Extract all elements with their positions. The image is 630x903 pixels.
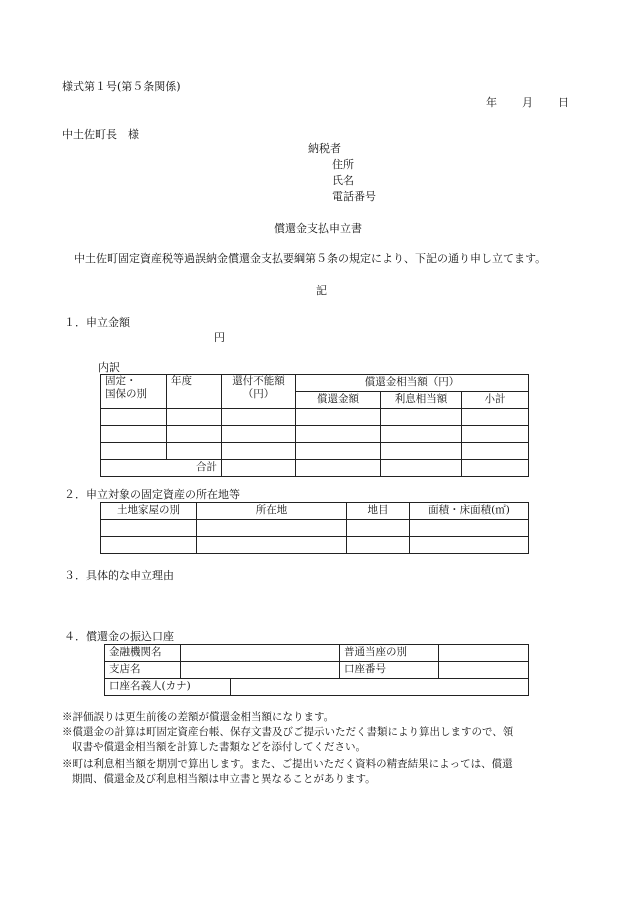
header-area: 面積・床面積(㎡) bbox=[410, 503, 529, 520]
branch-name-label: 支店名 bbox=[105, 662, 181, 679]
header-location: 所在地 bbox=[197, 503, 347, 520]
header-nendo: 年度 bbox=[167, 375, 222, 409]
header-kanpu: 還付不能額 （円） bbox=[222, 375, 296, 409]
bank-table bbox=[104, 644, 529, 696]
document-title: 償還金支払申立書 bbox=[274, 222, 362, 235]
account-number-label: 口座番号 bbox=[340, 662, 439, 679]
date-month-label: 月 bbox=[522, 96, 533, 109]
date-year-label: 年 bbox=[486, 96, 497, 109]
note-2: ※償還金の計算は町固定資産台帳、保存文書及びご提示いただく書類により算出しますので、領 収書や償還金相当額を計算した書類などを添付してください。 bbox=[62, 726, 514, 753]
addressee: 中土佐町長 様 bbox=[62, 128, 139, 141]
bank-name-label: 金融機関名 bbox=[105, 645, 181, 662]
section2-heading: ２．申立対象の固定資産の所在地等 bbox=[64, 488, 240, 501]
table-row bbox=[101, 537, 529, 554]
header-land-building: 土地家屋の別 bbox=[101, 503, 197, 520]
intro-text: 中土佐町固定資産税等過誤納金償還金支払要綱第５条の規定により、下記の通り申し立てます。 bbox=[74, 252, 547, 265]
section3-heading: ３．具体的な申立理由 bbox=[64, 569, 174, 582]
table-row bbox=[101, 520, 529, 537]
header-shokan-group: 償還金相当額（円） bbox=[296, 375, 529, 392]
date-day-label: 日 bbox=[558, 96, 569, 109]
table-row bbox=[101, 443, 529, 460]
breakdown-label: 内訳 bbox=[98, 361, 120, 374]
header-shokan: 償還金額 bbox=[296, 392, 381, 409]
breakdown-table bbox=[100, 374, 529, 477]
table-row bbox=[101, 409, 529, 426]
applicant-heading: 納税者 bbox=[308, 142, 341, 155]
account-type-label: 普通当座の別 bbox=[340, 645, 439, 662]
note-1: ※評価誤りは更生前後の差額が償還金相当額になります。 bbox=[62, 711, 335, 723]
header-kotei: 固定・ 国保の別 bbox=[101, 375, 167, 409]
note-3: ※町は利息相当額を期別で算出します。また、ご提出いただく資料の精査結果によっては、償還 期間、償還金及び利息相当額は申立書と異なることがあります。 bbox=[62, 758, 513, 785]
header-chimoku: 地目 bbox=[347, 503, 410, 520]
section4-heading: ４．償還金の振込口座 bbox=[64, 630, 174, 643]
account-holder-label: 口座名義人(カナ) bbox=[105, 679, 231, 696]
total-label: 合計 bbox=[101, 460, 222, 477]
amount-yen-unit: 円 bbox=[214, 331, 225, 344]
applicant-name-label: 氏名 bbox=[332, 174, 354, 187]
ki-heading: 記 bbox=[316, 284, 327, 297]
header-shokei: 小計 bbox=[462, 392, 529, 409]
form-number: 様式第１号(第５条関係) bbox=[62, 80, 181, 93]
applicant-address-label: 住所 bbox=[332, 158, 354, 171]
property-table bbox=[100, 502, 529, 554]
header-rishi: 利息相当額 bbox=[381, 392, 462, 409]
section1-heading: １．申立金額 bbox=[64, 316, 130, 329]
applicant-phone-label: 電話番号 bbox=[332, 190, 376, 203]
total-row bbox=[101, 460, 529, 477]
table-row bbox=[101, 426, 529, 443]
